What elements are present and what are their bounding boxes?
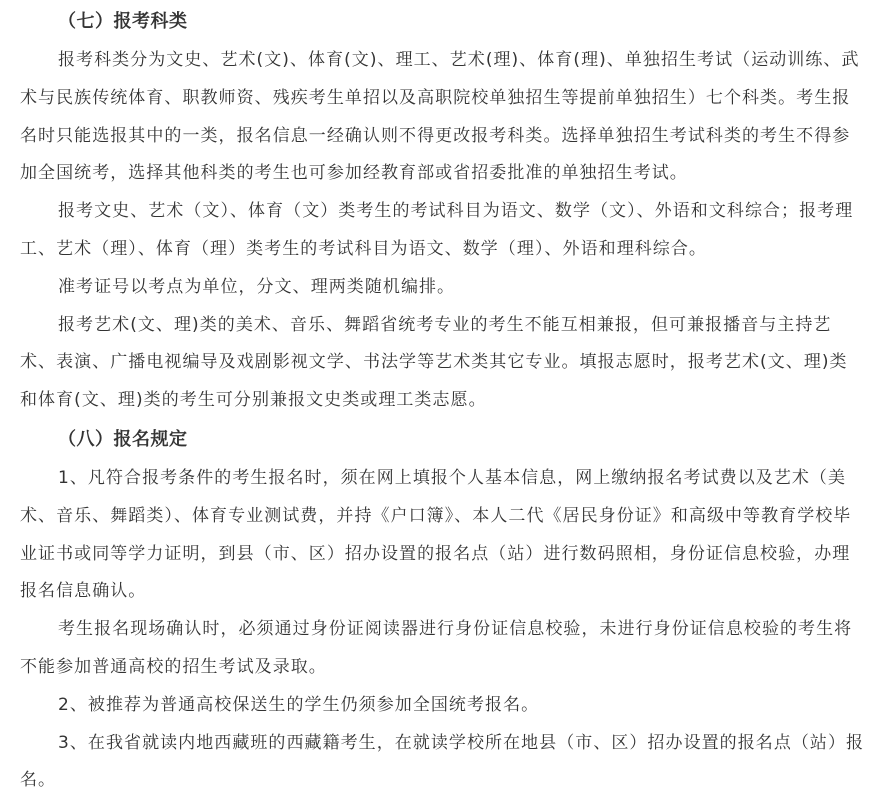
section-7-paragraph-ticket-number: 准考证号以考点为单位，分文、理两类随机编排。 xyxy=(58,276,456,297)
section-8-paragraph-rule-2: 2、被推荐为普通高校保送生的学生仍须参加全国统考报名。 xyxy=(58,694,540,715)
section-8-body xyxy=(20,460,865,800)
section-7-paragraph-art: 报考艺术(文、理)类的美术、音乐、舞蹈省统考专业的考生不能互相兼报，但可兼报播音与主持艺术、表演、广播电视编导及戏剧影视文学、书法学等艺术类其它专业。填报志愿时，报考艺术(文、理)类和体育(文、理)类的考生可分别兼报文史类或理工类志愿。 xyxy=(20,314,848,411)
section-8-heading: （八）报名规定 xyxy=(58,429,188,450)
section-8-paragraph-rule-1: 1、凡符合报考条件的考生报名时，须在网上填报个人基本信息，网上缴纳报名考试费以及艺术（美术、音乐、舞蹈类）、体育专业测试费，并持《户口簿》、本人二代《居民身份证》和高级中等教育学校毕业证书或同等学力证明，到县（市、区）招办设置的报名点（站）进行数码照相，身份证信息校验，办理报名信息确认。 xyxy=(20,468,852,602)
section-8-paragraph-id-verification: 考生报名现场确认时，必须通过身份证阅读器进行身份证信息校验，未进行身份证信息校验的考生将不能参加普通高校的招生考试及录取。 xyxy=(20,619,853,677)
section-7-heading: （七）报考科类 xyxy=(58,11,188,32)
section-7-body xyxy=(20,42,865,420)
section-8-paragraph-rule-3: 3、在我省就读内地西藏班的西藏籍考生，在就读学校所在地县（市、区）招办设置的报名点（站）报名。 xyxy=(20,732,865,791)
section-7-paragraph-categories: 报考科类分为文史、艺术(文)、体育(文)、理工、艺术(理)、体育(理)、单独招生考试（运动训练、武术与民族传统体育、职教师资、残疾考生单招以及高职院校单独招生等提前单独招生）七个科类。考生报名时只能选报其中的一类，报名信息一经确认则不得更改报考科类。选择单独招生考试科类的考生不得参加全国统考，选择其他科类的考生也可参加经教育部或省招委批准的单独招生考试。 xyxy=(20,50,860,184)
section-7-paragraph-subjects: 报考文史、艺术（文）、体育（文）类考生的考试科目为语文、数学（文）、外语和文科综合；报考理工、艺术（理）、体育（理）类考生的考试科目为语文、数学（理）、外语和理科综合。 xyxy=(20,201,854,259)
